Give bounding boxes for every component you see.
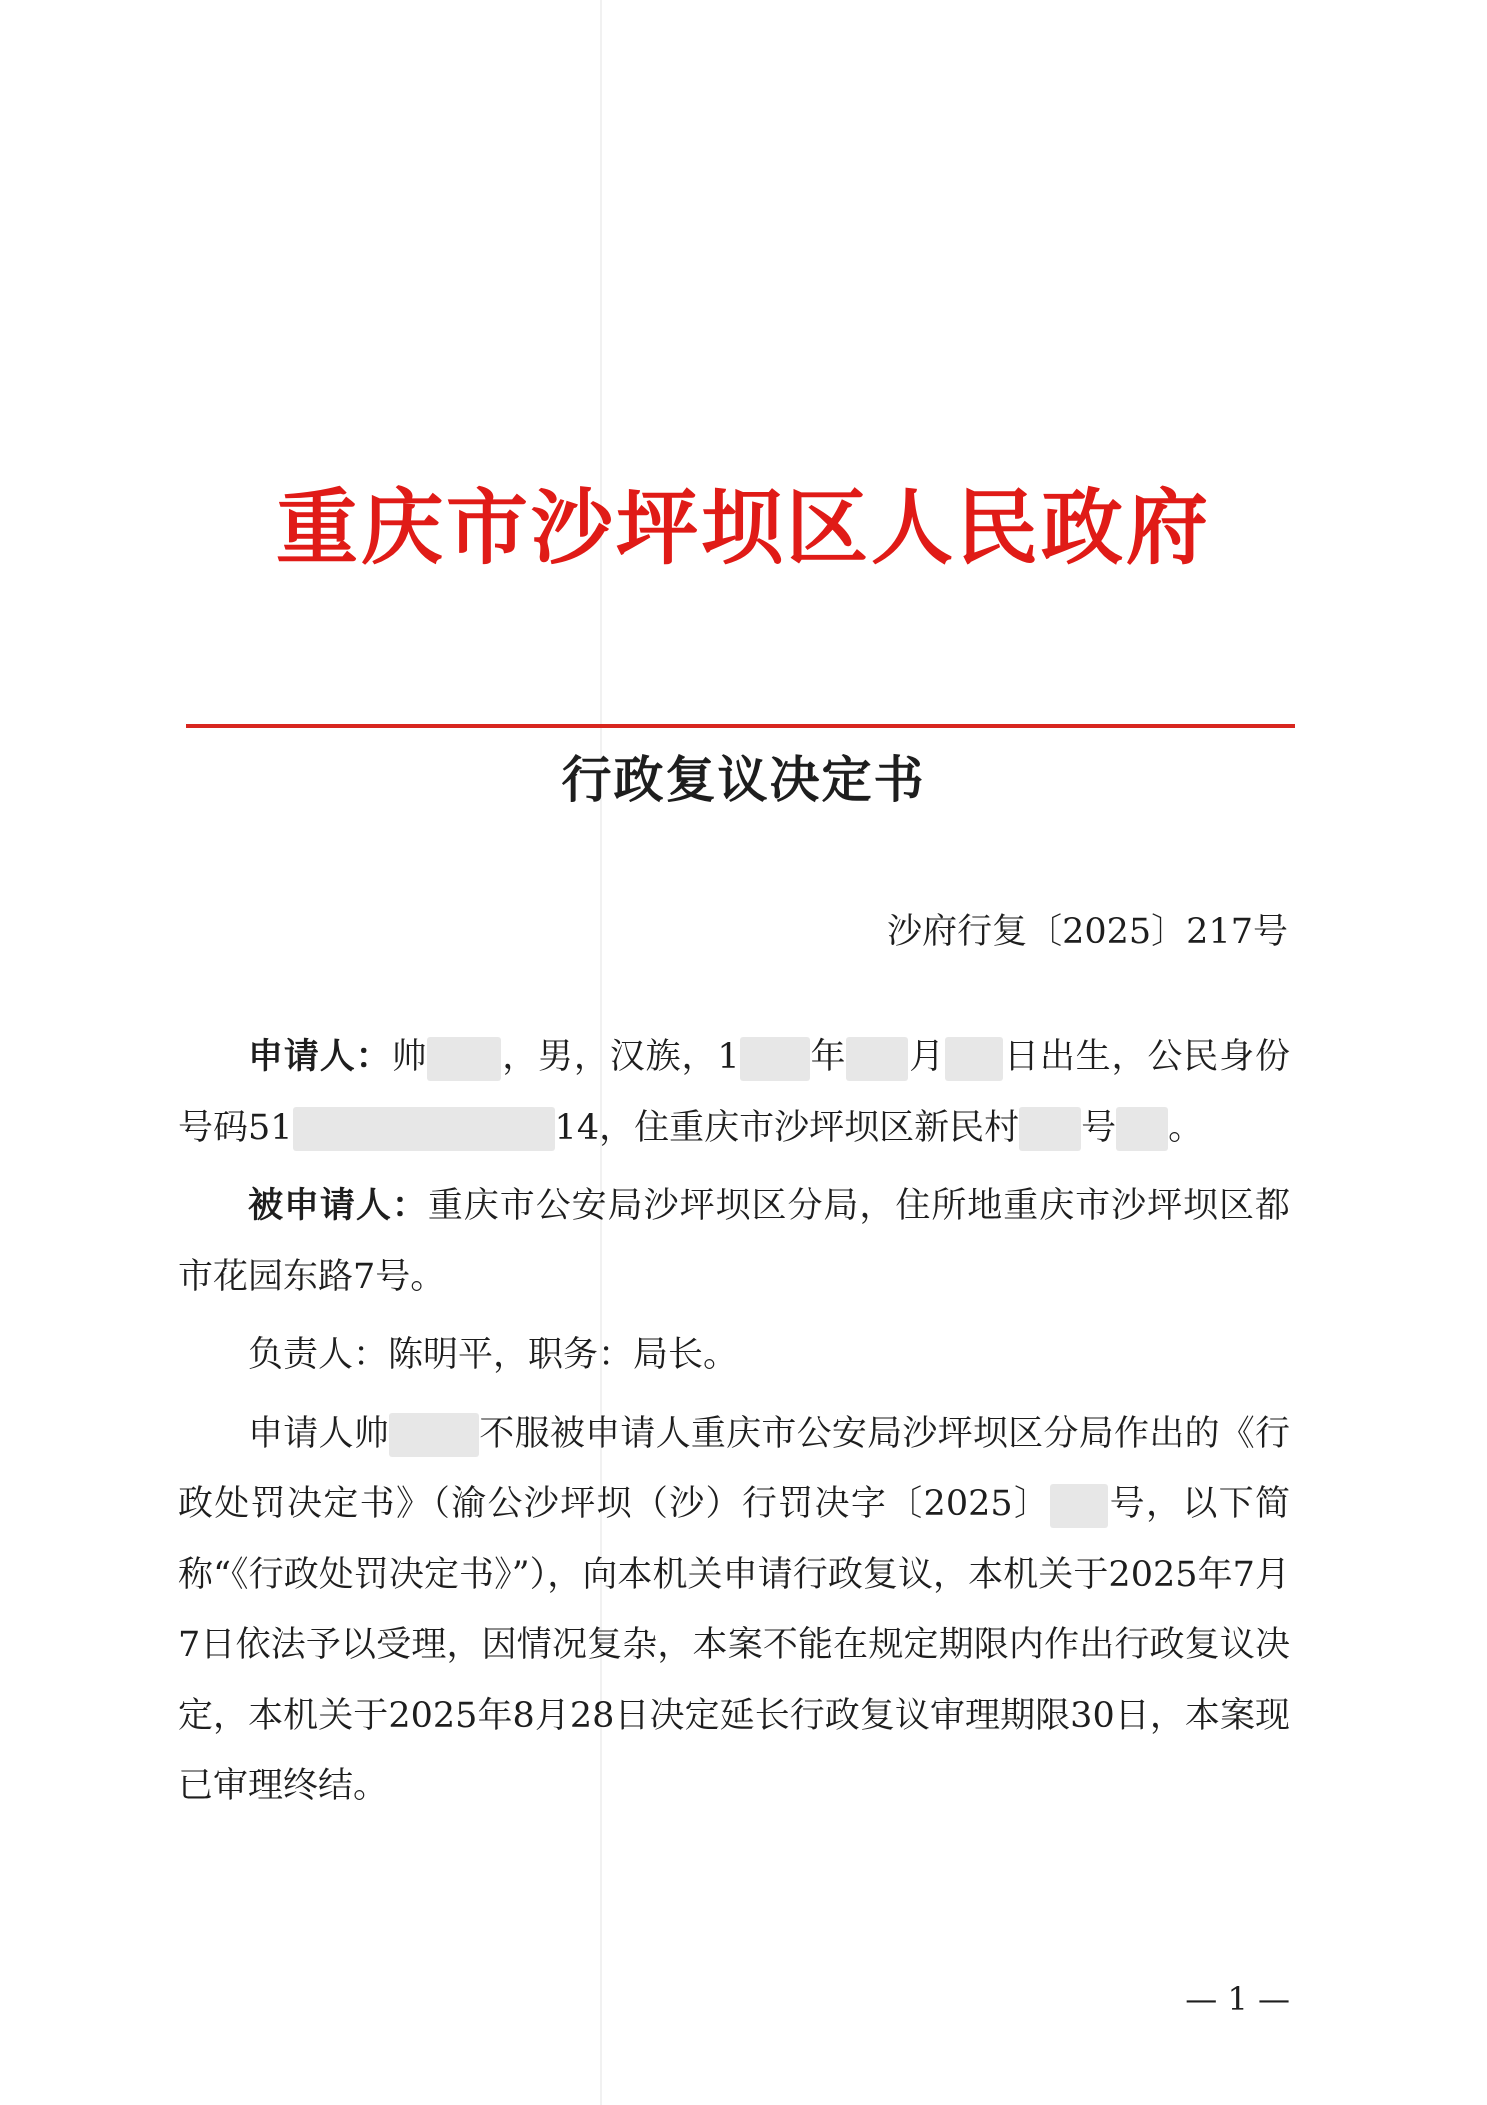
id-number-prefix: 日出生，公民身份号码51: [178, 1037, 1290, 1148]
respondent-label: 被申请人：: [248, 1186, 428, 1226]
case-procedure-text: 号，以下简称“《行政处罚决定书》”），向本机关申请行政复议，本机关于2025年7月7日依法予以受理，因情况复杂，本案不能在规定期限内作出行政复议决定，本机关于2025年8月28日决定延长行政复议审理期限30日，本案现已审理终结。: [178, 1484, 1290, 1806]
applicant-gender-ethnicity: ，男，汉族，1: [501, 1037, 740, 1077]
month-label: 月: [908, 1037, 946, 1077]
document-body: [178, 1022, 1290, 1830]
case-penalty-reference: 不服被申请人重庆市公安局沙坪坝区分局作出的《行政处罚决定书》（渝公沙坪坝（沙）行罚决字〔2025〕: [178, 1413, 1290, 1524]
redacted-house-number: [1019, 1107, 1081, 1151]
number-label: 号: [1081, 1107, 1117, 1148]
period: 。: [1168, 1107, 1204, 1148]
redacted-room-number: [1116, 1107, 1168, 1151]
redacted-name: [427, 1037, 501, 1081]
redacted-id-number: [293, 1107, 555, 1151]
applicant-address: 14，住重庆市沙坪坝区新民村: [554, 1107, 1020, 1148]
respondent-info: 重庆市公安局沙坪坝区分局，住所地重庆市沙坪坝区都市花园东路7号。: [178, 1186, 1290, 1297]
year-label: 年: [809, 1037, 847, 1077]
document-number: 沙府行复〔2025〕217号: [887, 912, 1288, 952]
case-intro-paragraph: [178, 1399, 1290, 1822]
applicant-surname: 帅: [391, 1037, 428, 1077]
respondent-paragraph: [178, 1171, 1290, 1312]
page-number: — 1 —: [1185, 1980, 1290, 2018]
redacted-case-number: [1050, 1484, 1108, 1528]
redacted-birth-year: [740, 1037, 810, 1081]
redacted-birth-day: [945, 1037, 1003, 1081]
red-divider-line: [186, 724, 1295, 728]
redacted-birth-month: [846, 1037, 908, 1081]
government-name-header: 重庆市沙坪坝区人民政府: [275, 481, 1211, 576]
redacted-applicant-name: [389, 1413, 479, 1457]
applicant-paragraph: [178, 1022, 1290, 1163]
document-title: 行政复议决定书: [561, 751, 926, 809]
case-applicant: 申请人帅: [248, 1413, 390, 1454]
responsible-person-paragraph: 负责人：陈明平，职务：局长。: [248, 1335, 739, 1375]
applicant-label: 申请人：: [248, 1037, 392, 1077]
